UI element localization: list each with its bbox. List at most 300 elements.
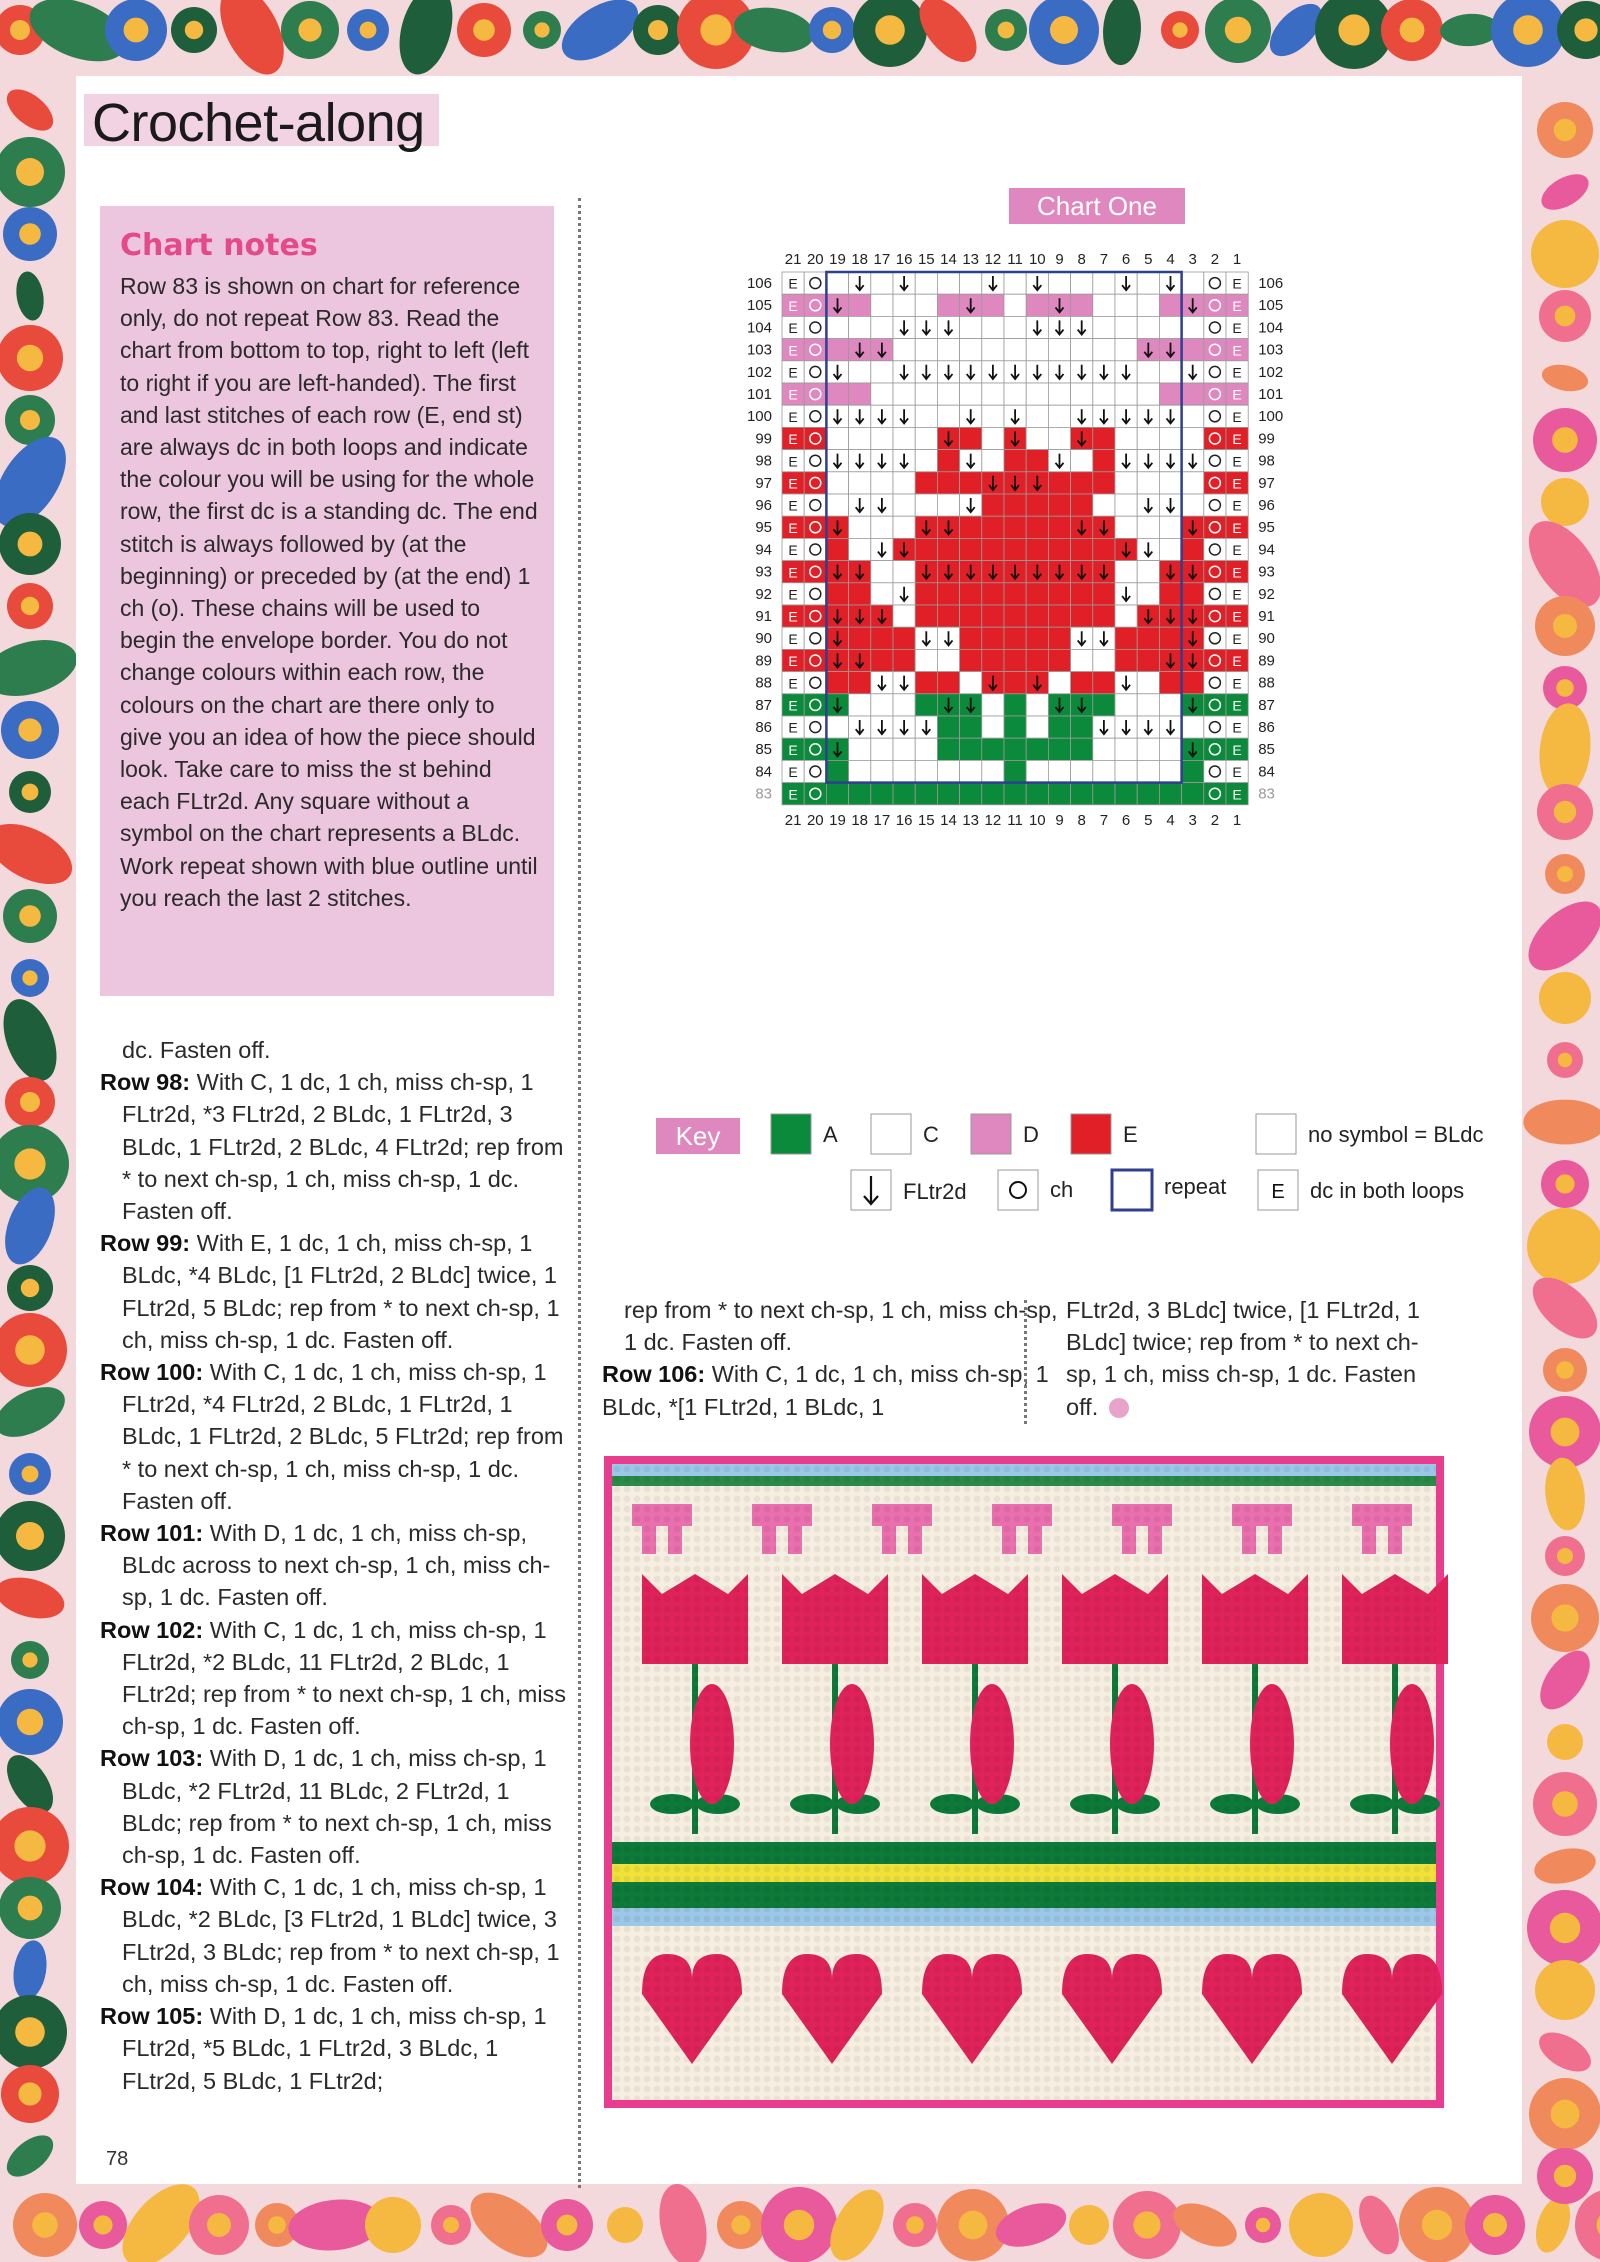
chart-cell	[849, 316, 871, 338]
end-stitch-symbol: E	[1232, 786, 1242, 803]
flower-center	[10, 20, 30, 40]
column-number: 11	[1007, 811, 1023, 829]
swatch-image	[612, 1464, 1436, 2100]
chart-cell	[1204, 405, 1226, 427]
column-number: 4	[1166, 811, 1175, 829]
chart-cell	[937, 450, 959, 472]
page-number: 78	[106, 2148, 129, 2170]
flower-center	[1550, 1231, 1580, 1261]
row-text: With C, 1 dc, 1 ch, miss ch-sp, 1 FLtr2d, *4 FLtr2d, 2 BLdc, 1 FLtr2d, 1 BLdc, 1 FLtr2d, 2 BLdc, 5 FLtr2d; rep from * to next ch-sp, 1 ch, miss ch-sp, 1 dc. Fasten off.	[122, 1359, 564, 1514]
column-number: 8	[1077, 811, 1086, 829]
chart-cell	[960, 649, 982, 671]
chart-cell	[1048, 494, 1070, 516]
flower-center	[298, 18, 321, 41]
column-number: 12	[984, 251, 1002, 268]
chart-cell	[849, 783, 871, 805]
end-stitch-symbol: E	[1232, 342, 1242, 359]
chart-cell	[871, 561, 893, 583]
flower-center	[1081, 2217, 1097, 2233]
row-number: 99	[1258, 430, 1275, 448]
leaf-decoration	[1167, 2195, 1244, 2256]
chart-cell	[1115, 627, 1137, 649]
chart-cell	[1137, 760, 1159, 782]
end-stitch-icon: E	[1271, 1181, 1285, 1203]
column-number: 21	[784, 811, 802, 829]
column-number: 5	[1144, 251, 1153, 268]
right-text-column	[1066, 1294, 1436, 1423]
chart-cell	[804, 760, 826, 782]
leaf-decoration	[1535, 167, 1594, 217]
key-label: repeat	[1164, 1174, 1227, 1199]
flower-center	[185, 21, 203, 39]
flower-center	[1225, 17, 1251, 43]
chart-cell	[1004, 494, 1026, 516]
chart-cell	[893, 516, 915, 538]
flower-center	[1422, 2210, 1452, 2240]
chart-cell	[1204, 383, 1226, 405]
chart-cell	[871, 383, 893, 405]
column-number: 2	[1210, 811, 1220, 829]
chart-cell	[982, 450, 1004, 472]
flower-center	[1554, 2165, 1576, 2187]
row-label: Row 104:	[100, 1874, 204, 1901]
chart-cell	[804, 427, 826, 449]
flower-center	[16, 1522, 44, 1550]
key-label: C	[923, 1122, 939, 1147]
chart-cell	[915, 538, 937, 560]
chart-cell	[1115, 605, 1137, 627]
column-number: 16	[895, 251, 913, 268]
flower-center	[906, 2216, 924, 2234]
chart-title: Chart One	[1037, 191, 1157, 221]
chart-cell	[1204, 538, 1226, 560]
flower-center	[18, 718, 41, 741]
chart-cell	[982, 649, 1004, 671]
chart-cell	[1048, 783, 1070, 805]
chart-cell	[1093, 672, 1115, 694]
chart-cell	[1204, 427, 1226, 449]
end-stitch-symbol: E	[1232, 608, 1242, 625]
chart-cell	[1048, 583, 1070, 605]
chart-cell	[937, 716, 959, 738]
row-number: 87	[755, 696, 772, 714]
row-number: 83	[755, 785, 772, 803]
chart-cell	[1026, 450, 1048, 472]
chart-cell	[1204, 516, 1226, 538]
chart-cell	[1026, 627, 1048, 649]
chart-cell	[982, 760, 1004, 782]
key-label: FLtr2d	[903, 1179, 967, 1204]
chart-cell	[849, 383, 871, 405]
chart-cell	[960, 516, 982, 538]
column-number: 2	[1210, 251, 1220, 268]
end-stitch-symbol: E	[1232, 497, 1242, 514]
chart-cell	[1182, 316, 1204, 338]
chart-cell	[982, 339, 1004, 361]
chart-cell	[893, 383, 915, 405]
row-number: 102	[746, 363, 772, 381]
flower-center	[959, 2211, 988, 2240]
column-number: 9	[1055, 251, 1064, 268]
flower-center	[32, 2212, 58, 2238]
mid-text-column	[602, 1294, 1062, 1423]
chart-cell	[915, 339, 937, 361]
chart-cell	[1048, 649, 1070, 671]
chart-cell	[1026, 339, 1048, 361]
chart-cell	[1204, 361, 1226, 383]
chart-cell	[1071, 494, 1093, 516]
row-text: With C, 1 dc, 1 ch, miss ch-sp, 1 FLtr2d, *3 FLtr2d, 2 BLdc, 1 FLtr2d, 3 BLdc, 1 FLtr2d, 2 BLdc, 4 FLtr2d; rep from * to next ch-sp, 1 ch, miss ch-sp, 1 dc. Fasten off.	[122, 1069, 564, 1225]
chart-cell	[1115, 760, 1137, 782]
chart-cell	[826, 316, 848, 338]
leaf-decoration	[990, 2195, 1071, 2255]
row-number: 90	[755, 630, 772, 648]
chart-cell	[804, 649, 826, 671]
row-number: 103	[1258, 341, 1284, 359]
leaf-decoration	[0, 81, 60, 138]
chart-cell	[937, 583, 959, 605]
column-number: 12	[984, 811, 1002, 829]
chart-cell	[982, 294, 1004, 316]
chart-cell	[982, 405, 1004, 427]
column-number: 6	[1121, 251, 1131, 268]
chart-cell	[849, 694, 871, 716]
leaf-decoration	[0, 1377, 73, 1447]
end-stitch-symbol: E	[788, 475, 798, 492]
chart-cell	[1004, 383, 1026, 405]
chart-cell	[1159, 383, 1181, 405]
row-number: 100	[746, 408, 772, 426]
flower-center	[1557, 1548, 1573, 1564]
flower-center	[18, 532, 43, 557]
row-number: 103	[746, 341, 772, 359]
flower-center	[1551, 1604, 1578, 1631]
chart-cell	[1159, 361, 1181, 383]
end-stitch-symbol: E	[1232, 386, 1242, 403]
column-number: 16	[895, 811, 913, 829]
page	[76, 76, 1522, 2184]
end-stitch-symbol: E	[788, 630, 798, 647]
chart-cell	[871, 694, 893, 716]
chart-cell	[960, 605, 982, 627]
end-stitch-symbol: E	[1232, 297, 1242, 314]
chart-cell	[871, 783, 893, 805]
chart-cell	[1115, 694, 1137, 716]
column-number: 14	[940, 251, 957, 268]
end-stitch-symbol: E	[1232, 719, 1242, 736]
chart-cell	[1204, 494, 1226, 516]
chart-cell	[1204, 605, 1226, 627]
key-swatch	[771, 1114, 811, 1154]
flower-center	[18, 2082, 41, 2105]
chart-cell	[804, 361, 826, 383]
chart-cell	[1115, 561, 1137, 583]
chart-cell	[1048, 605, 1070, 627]
chart-cell	[804, 583, 826, 605]
end-stitch-symbol: E	[788, 453, 798, 470]
flower-center	[998, 22, 1015, 39]
flower-center	[19, 223, 41, 245]
chart-cell	[1026, 649, 1048, 671]
flower-center	[875, 15, 905, 45]
key-swatch	[998, 1170, 1038, 1210]
chart-cell	[1182, 672, 1204, 694]
row-number: 96	[755, 496, 772, 514]
chart-cell	[871, 516, 893, 538]
key-label: D	[1023, 1122, 1039, 1147]
leaf-decoration	[652, 2180, 713, 2262]
chart-cell	[1048, 672, 1070, 694]
leaf-decoration	[0, 812, 82, 897]
column-number: 10	[1028, 251, 1046, 268]
chart-cell	[804, 405, 826, 427]
end-stitch-symbol: E	[1232, 564, 1242, 581]
chart-cell	[1159, 427, 1181, 449]
chart-cell	[1093, 450, 1115, 472]
chart-cell	[1071, 294, 1093, 316]
leaf-decoration	[0, 992, 67, 1089]
chart-cell	[804, 627, 826, 649]
chart-cell	[1182, 472, 1204, 494]
chart-cell	[1137, 783, 1159, 805]
chart-cell	[1071, 383, 1093, 405]
chart-cell	[1093, 494, 1115, 516]
chart-cell	[1204, 583, 1226, 605]
chart-cell	[960, 383, 982, 405]
chart-cell	[982, 383, 1004, 405]
row-instruction	[100, 1227, 570, 1356]
row-number: 105	[746, 297, 772, 315]
chart-cell	[804, 738, 826, 760]
chart-cell	[982, 494, 1004, 516]
chart-cell	[1004, 694, 1026, 716]
chart-cell	[1004, 450, 1026, 472]
flower-center	[207, 2213, 231, 2237]
chart-cell	[1182, 405, 1204, 427]
chart-cell	[871, 738, 893, 760]
chart-cell	[871, 472, 893, 494]
key-label: dc in both loops	[1310, 1178, 1465, 1203]
chart-cell	[1159, 783, 1181, 805]
flower-center	[1556, 679, 1574, 697]
row-number: 88	[1258, 674, 1275, 692]
flower-center	[14, 1830, 45, 1861]
chart-cell	[960, 339, 982, 361]
chart-cell	[1182, 339, 1204, 361]
page-title: Crochet-along	[92, 93, 425, 153]
row-number: 104	[1258, 319, 1284, 337]
chart-cell	[849, 672, 871, 694]
chart-cell	[1204, 272, 1226, 294]
chart-cell	[915, 672, 937, 694]
chart-cell	[849, 738, 871, 760]
row-number: 106	[746, 274, 772, 292]
column-divider-right	[1024, 1300, 1027, 1424]
flower-center	[1558, 1735, 1572, 1749]
key-label: no symbol = BLdc	[1308, 1122, 1484, 1147]
flower-center	[124, 18, 149, 43]
chart-cell	[893, 760, 915, 782]
row-number: 89	[1258, 652, 1275, 670]
leaf-decoration	[9, 1938, 50, 2002]
chart-cell	[1071, 716, 1093, 738]
row-106-text	[602, 1358, 1062, 1422]
end-stitch-symbol: E	[788, 764, 798, 781]
chart-cell	[849, 627, 871, 649]
row-number: 91	[1258, 607, 1275, 625]
end-stitch-symbol: E	[1232, 453, 1242, 470]
flower-center	[268, 2216, 286, 2234]
row-instruction	[100, 1066, 570, 1227]
chart-cell	[849, 538, 871, 560]
end-stitch-symbol: E	[788, 386, 798, 403]
chart-cell	[826, 716, 848, 738]
chart-cell	[1137, 738, 1159, 760]
chart-cell	[1004, 649, 1026, 671]
flower-center	[1555, 1174, 1574, 1193]
chart-cell	[1071, 538, 1093, 560]
chart-cell	[1137, 383, 1159, 405]
chart-cell	[1204, 738, 1226, 760]
column-number: 21	[784, 251, 802, 268]
chart-cell	[826, 760, 848, 782]
chart-cell	[871, 361, 893, 383]
chart-cell	[893, 783, 915, 805]
end-stitch-symbol: E	[1232, 364, 1242, 381]
chart-cell	[1071, 605, 1093, 627]
chart-cell	[937, 649, 959, 671]
chart-cell	[849, 427, 871, 449]
chart-cell	[1071, 649, 1093, 671]
end-stitch-symbol: E	[788, 697, 798, 714]
chart-cell	[960, 427, 982, 449]
chart-cell	[1137, 427, 1159, 449]
flower-center	[21, 1279, 39, 1297]
row-number: 85	[1258, 741, 1275, 759]
chart-cell	[982, 783, 1004, 805]
chart-cell	[982, 605, 1004, 627]
chart-cell	[937, 494, 959, 516]
row-number: 99	[755, 430, 772, 448]
flower-center	[1483, 2213, 1507, 2237]
chart-cell	[1048, 760, 1070, 782]
chart-cell	[893, 738, 915, 760]
row-instruction	[100, 2000, 570, 2097]
row-number: 90	[1258, 630, 1275, 648]
chart-cell	[915, 694, 937, 716]
yarn-ball-icon	[1109, 1398, 1129, 1418]
end-stitch-symbol: E	[1232, 519, 1242, 536]
column-number: 8	[1077, 251, 1086, 268]
row-instruction	[100, 1356, 570, 1517]
chart-cell	[826, 783, 848, 805]
chart-cell	[1026, 383, 1048, 405]
row-label: Row 99:	[100, 1230, 191, 1257]
column-number: 5	[1144, 811, 1153, 829]
chart-cell	[826, 427, 848, 449]
flower-center	[20, 1092, 40, 1112]
chart-cell	[1026, 760, 1048, 782]
chart-cell	[1182, 494, 1204, 516]
chart-cell	[1071, 450, 1093, 472]
chart-cell	[915, 783, 937, 805]
chart-cell	[937, 538, 959, 560]
row-instruction	[100, 1614, 570, 1743]
chart-cell	[1159, 760, 1181, 782]
chart-cell	[893, 627, 915, 649]
chart-cell	[893, 561, 915, 583]
chart-cell	[960, 583, 982, 605]
row-number: 83	[1258, 785, 1275, 803]
row-instruction	[100, 1742, 570, 1871]
row-number: 101	[1258, 385, 1284, 403]
chart-cell	[871, 649, 893, 671]
row-106-body: With C, 1 dc, 1 ch, miss ch-sp, 1 BLdc, *[1 FLtr2d, 1 BLdc, 1	[602, 1361, 1049, 1420]
key-swatch	[971, 1114, 1011, 1154]
row-number: 91	[755, 607, 772, 625]
row-number: 92	[755, 585, 772, 603]
chart-cell	[982, 538, 1004, 560]
chart-cell	[849, 583, 871, 605]
row-label: Row 103:	[100, 1745, 204, 1772]
column-number: 9	[1055, 811, 1064, 829]
row-number: 93	[755, 563, 772, 581]
key-label: E	[1123, 1122, 1138, 1147]
chart-cell	[871, 627, 893, 649]
leaf-decoration	[0, 1571, 69, 1626]
row-number: 102	[1258, 363, 1284, 381]
chart-cell	[1115, 472, 1137, 494]
flower-center	[1172, 22, 1187, 37]
chart-cell	[1137, 649, 1159, 671]
chart-cell	[1093, 538, 1115, 560]
chart-cell	[871, 583, 893, 605]
end-stitch-symbol: E	[788, 275, 798, 292]
chart-cell	[804, 294, 826, 316]
leaf-decoration	[1533, 2024, 1598, 2079]
flower-center	[1133, 2211, 1160, 2238]
mid-cont-text: rep from * to next ch-sp, 1 ch, miss ch-sp, 1 dc. Fasten off.	[624, 1297, 1058, 1356]
chart-cell	[1026, 583, 1048, 605]
chart-cell	[1204, 316, 1226, 338]
flower-center	[15, 1335, 45, 1365]
chart-cell	[1026, 494, 1048, 516]
row-number: 98	[1258, 452, 1275, 470]
chart-cell	[915, 738, 937, 760]
row-number: 98	[755, 452, 772, 470]
end-stitch-symbol: E	[788, 364, 798, 381]
row-number: 101	[746, 385, 772, 403]
chart-cell	[1159, 672, 1181, 694]
flower-center	[1558, 1053, 1572, 1067]
flower-center	[700, 14, 731, 45]
chart-cell	[1159, 538, 1181, 560]
chart-cell	[1115, 516, 1137, 538]
flower-center	[22, 970, 37, 985]
end-stitch-symbol: E	[788, 675, 798, 692]
row-text: With D, 1 dc, 1 ch, miss ch-sp, 1 FLtr2d, *5 BLdc, 1 FLtr2d, 3 BLdc, 1 FLtr2d, 5 BLdc, 1 FLtr2d;	[122, 2003, 547, 2094]
row-text: With C, 1 dc, 1 ch, miss ch-sp, 1 BLdc, *2 BLdc, [3 FLtr2d, 1 BLdc] twice, 3 FLtr2d, 3 BLdc; rep from * to next ch-sp, 1 ch, miss ch-sp, 1 dc. Fasten off.	[122, 1874, 560, 1997]
row-label: Row 105:	[100, 2003, 204, 2030]
column-number: 18	[851, 251, 869, 268]
key-label: ch	[1050, 1177, 1074, 1202]
flower-center	[1308, 2212, 1334, 2238]
chart-cell	[804, 605, 826, 627]
end-stitch-symbol: E	[1232, 630, 1242, 647]
chart-cell	[982, 738, 1004, 760]
flower-center	[1553, 1978, 1577, 2002]
chart-cell	[826, 538, 848, 560]
